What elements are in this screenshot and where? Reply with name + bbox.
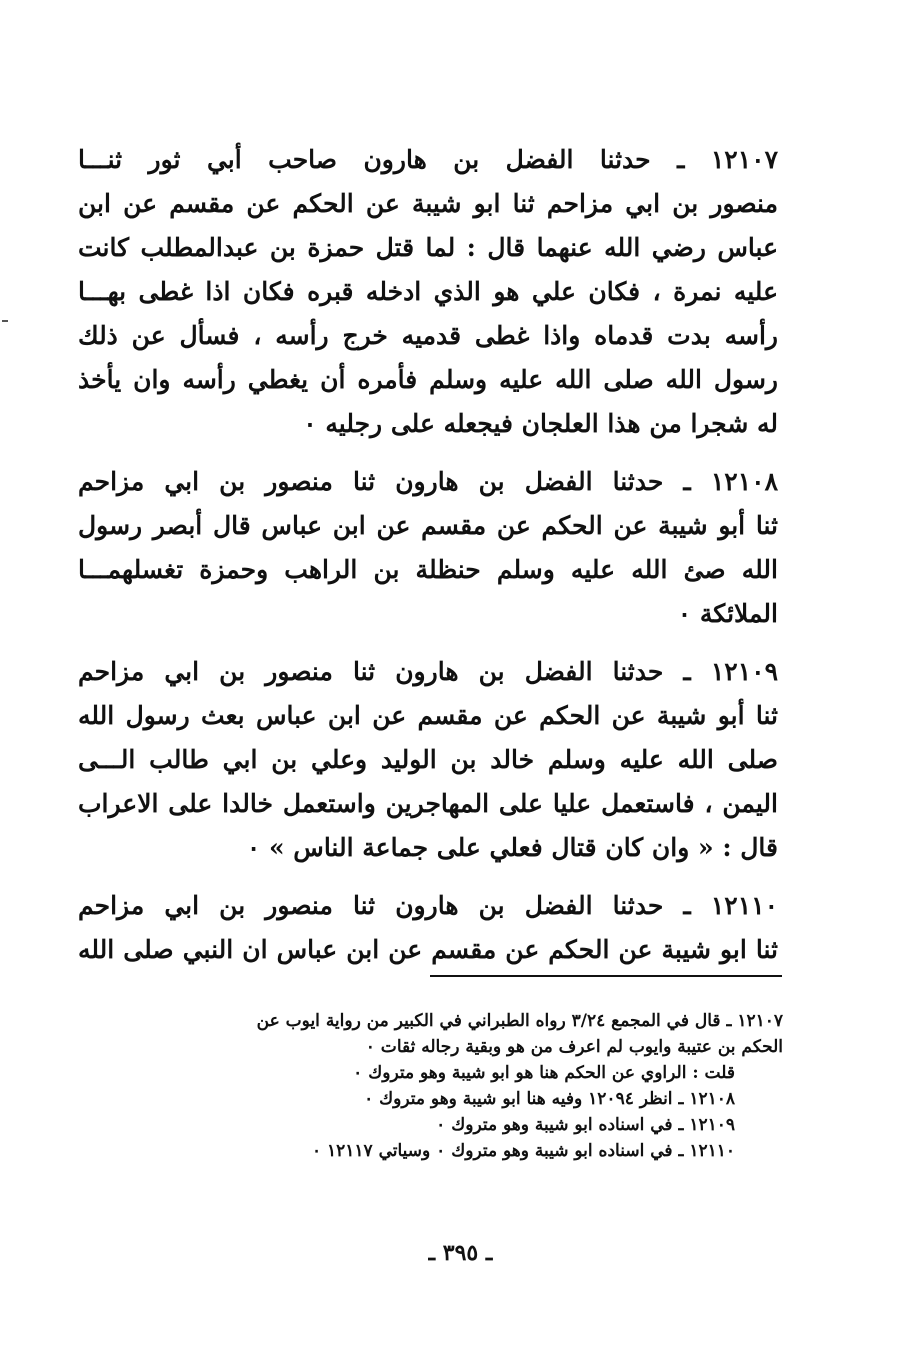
text-line: ١٢١٠٨ ـ حدثنا الفضل بن هارون ثنا منصور بن ابي مزاحم bbox=[78, 467, 778, 496]
hadith-entry-12109 bbox=[78, 650, 778, 870]
text-line: ١٢١٠٩ ـ حدثنا الفضل بن هارون ثنا منصور بن ابي مزاحم bbox=[78, 657, 778, 686]
text-line: عباس رضي الله عنهما قال : لما قتل حمزة بن عبدالمطلب كانت bbox=[78, 233, 778, 262]
hadith-entry-12108 bbox=[78, 460, 778, 636]
text-line: اليمن ، فاستعمل عليا على المهاجرين واستعمل خالدا على الاعراب bbox=[78, 789, 778, 818]
text-line: له شجرا من هذا العلجان فيجعله على رجليه ٠ bbox=[303, 409, 778, 438]
text-line: منصور بن ابي مزاحم ثنا ابو شيبة عن الحكم عن مقسم عن ابن bbox=[78, 189, 778, 218]
text-line: ثنا ابو شيبة عن الحكم عن مقسم عن ابن عباس ان النبي صلى الله bbox=[78, 935, 778, 964]
hadith-entry-12110 bbox=[78, 884, 778, 972]
text-line: قال : « وان كان قتال فعلي على جماعة الناس » ٠ bbox=[246, 833, 778, 862]
footnote-line: ١٢١٠٧ ـ قال في المجمع ٣/٢٤ رواه الطبراني في الكبير من رواية ايوب عن bbox=[256, 1011, 783, 1031]
text-line: رسول الله صلى الله عليه وسلم فأمره أن يغطي رأسه وان يأخذ bbox=[78, 365, 778, 394]
footnote-line: ١٢١١٠ ـ في اسناده ابو شيبة وهو متروك ٠ وسياتي ١٢١١٧ ٠ bbox=[311, 1141, 735, 1161]
text-line: ثنا أبو شيبة عن الحكم عن مقسم عن ابن عباس قال أبصر رسول bbox=[78, 511, 778, 540]
margin-mark bbox=[2, 320, 8, 322]
text-line: رأسه بدت قدماه واذا غطى قدميه خرج رأسه ، فسأل عن ذلك bbox=[78, 321, 778, 350]
footnote-line: ١٢١٠٨ ـ انظر ١٢٠٩٤ وفيه هنا ابو شيبة وهو متروك ٠ bbox=[364, 1089, 735, 1109]
footnote-line: قلت : الراوي عن الحكم هنا هو ابو شيبة وهو متروك ٠ bbox=[353, 1063, 735, 1083]
text-line: الله صئ الله عليه وسلم حنظلة بن الراهب وحمزة تغسلهمـــا bbox=[78, 555, 778, 584]
text-line: ١٢١١٠ ـ حدثنا الفضل بن هارون ثنا منصور بن ابي مزاحم bbox=[78, 891, 778, 920]
text-line: ثنا أبو شيبة عن الحكم عن مقسم عن ابن عباس بعث رسول الله bbox=[78, 701, 778, 730]
main-text bbox=[78, 138, 778, 986]
text-line: ١٢١٠٧ ـ حدثنا الفضل بن هارون صاحب أبي ثور ثنـــا bbox=[78, 145, 778, 174]
hadith-entry-12107 bbox=[78, 138, 778, 446]
footnote-line: ١٢١٠٩ ـ في اسناده ابو شيبة وهو متروك ٠ bbox=[436, 1115, 735, 1135]
footnote-line: الحكم بن عتيبة وايوب لم اعرف من هو وبقية رجاله ثقات ٠ bbox=[365, 1037, 783, 1057]
text-line: صلى الله عليه وسلم خالد بن الوليد وعلي بن ابي طالب الـــى bbox=[78, 745, 778, 774]
text-line: الملائكة ٠ bbox=[677, 599, 778, 628]
text-line: عليه نمرة ، فكان علي هو الذي ادخله قبره فكان اذا غطى بهـــا bbox=[78, 277, 778, 306]
footnote-separator bbox=[430, 975, 782, 977]
page-number: ـ ٣٩٥ ـ bbox=[428, 1240, 493, 1266]
footnotes bbox=[78, 1008, 783, 1164]
